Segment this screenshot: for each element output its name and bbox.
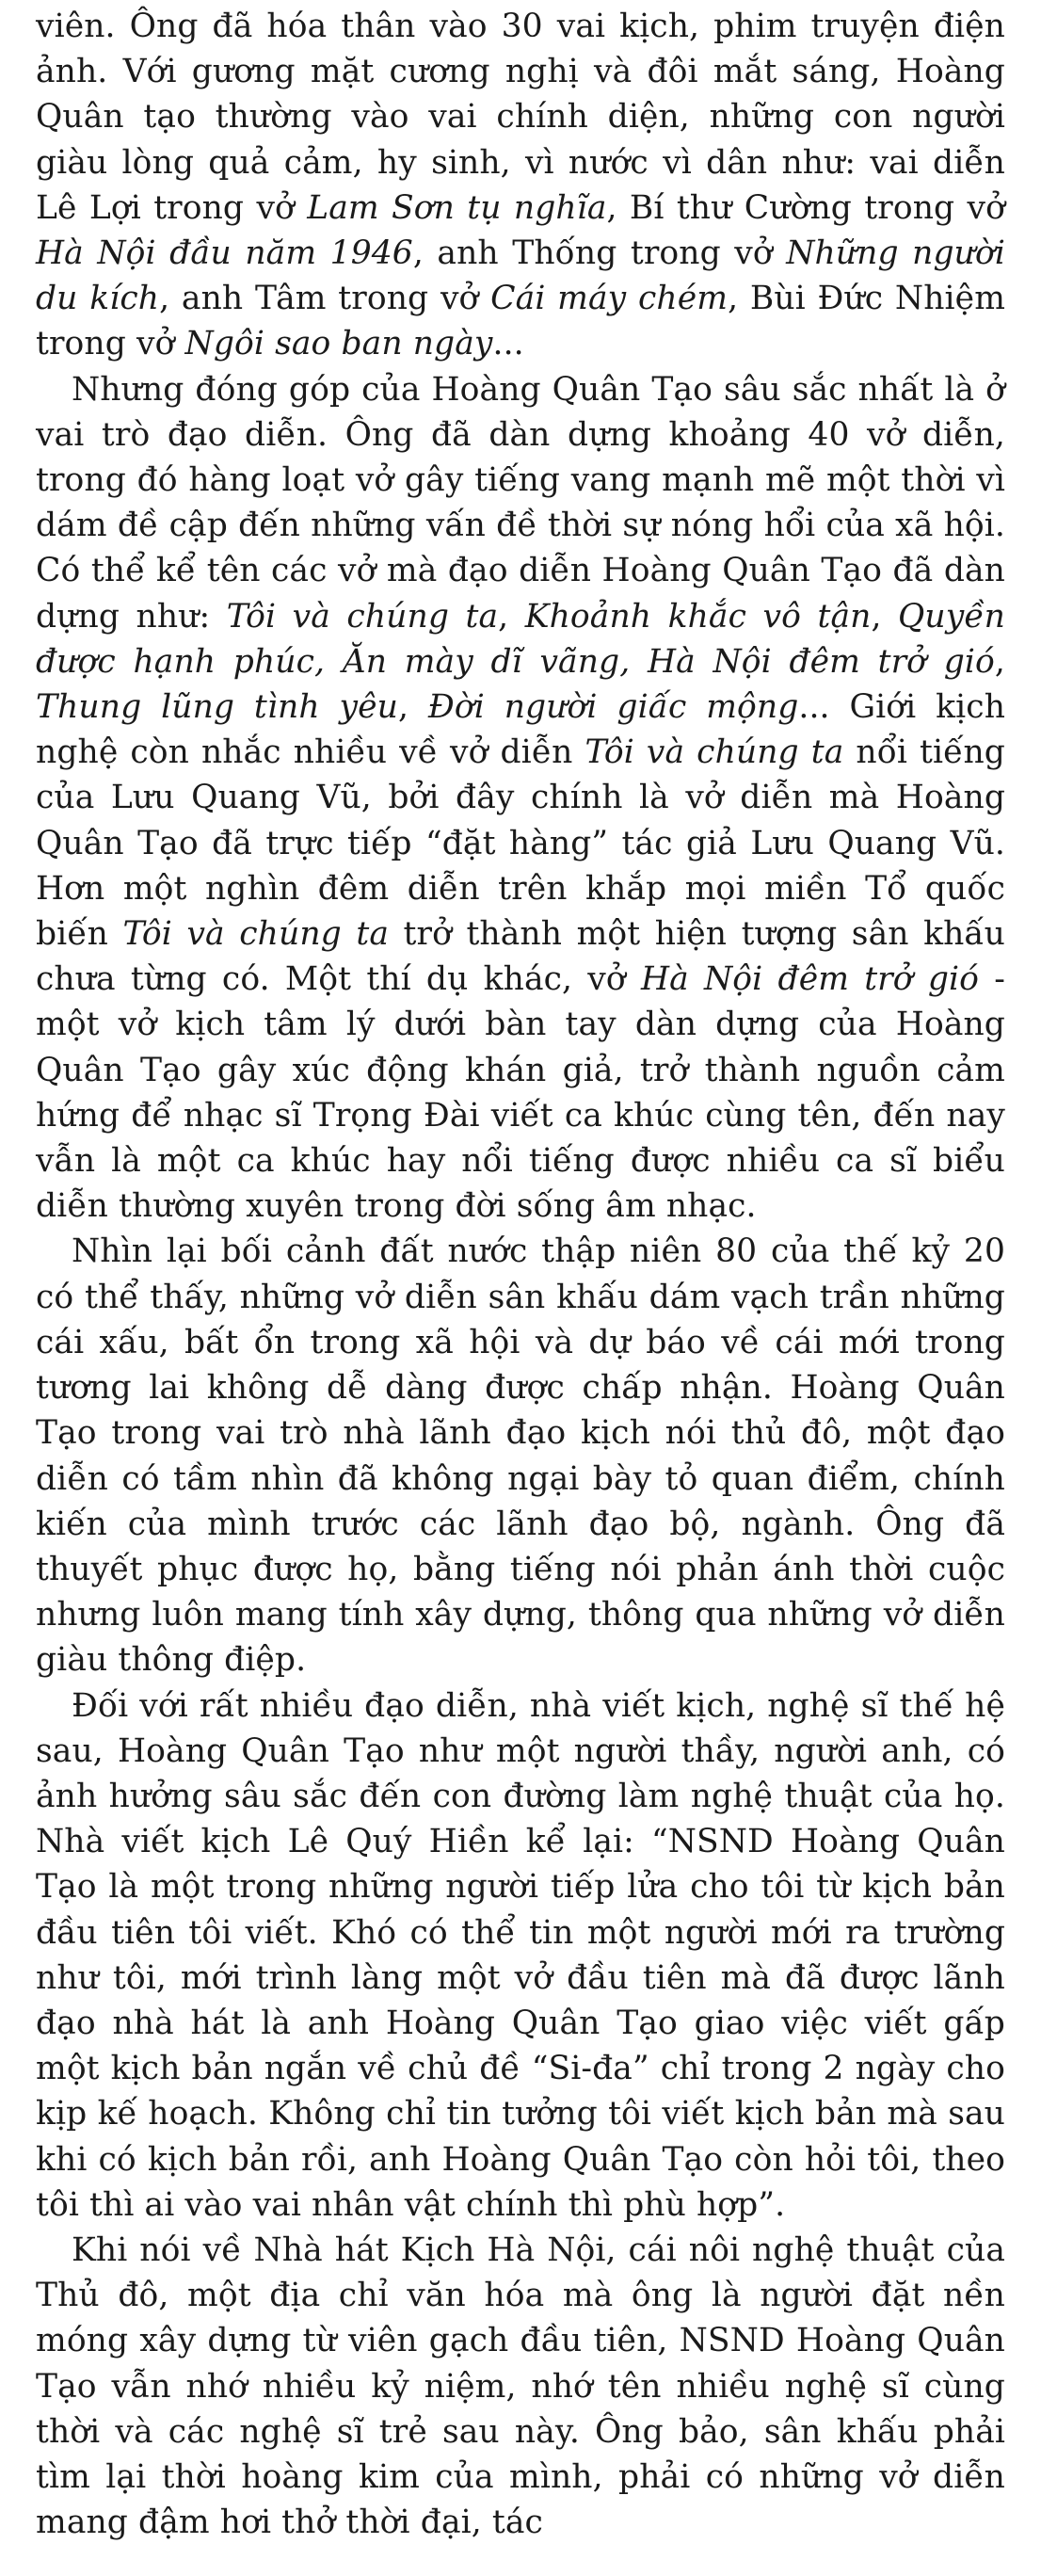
body-text: , anh Thống trong vở (412, 234, 787, 273)
paragraph-5 (36, 2228, 1005, 2545)
body-text: Nhìn lại bối cảnh đất nước thập niên 80 của thế kỷ 20 có thể thấy, những vở diễn sân khấu dám vạch trần những cái xấu, bất ổn trong xã hội và dự báo về cái mới trong tương lai không dễ dàng được chấp nhận. Hoàng Quân Tạo trong vai trò nhà lãnh đạo kịch nói thủ đô, một đạo diễn có tầm nhìn đã không ngại bày tỏ quan điểm, chính kiến của mình trước các lãnh đạo bộ, ngành. Ông đã thuyết phục được họ, bằng tiếng nói phản ánh thời cuộc nhưng luôn mang tính xây dựng, thông qua những vở diễn giàu thông điệp. (36, 1232, 1005, 1680)
body-text: , Bí thư Cường trong vở (606, 188, 1005, 227)
italic-title-text: Đời người giấc mộng (427, 688, 799, 727)
italic-title-text: Ngôi sao ban ngày (184, 325, 493, 363)
body-text: , (871, 597, 899, 636)
body-text: nổi tiếng của Lưu Quang Vũ, bởi đây chính là vở diễn mà Hoàng Quân Tạo đã trực tiếp “đặt hàng” tác giả Lưu Quang Vũ. Hơn một nghìn đêm diễn trên khắp mọi miền Tổ quốc biến (36, 733, 1005, 954)
body-text: , Bùi Đức Nhiệm trong vở (36, 280, 1006, 363)
italic-title-text: Thung lũng tình yêu (36, 688, 398, 727)
italic-title-text: Quyền được hạnh phúc, Ăn mày dĩ vãng, Hà Nội đêm trở gió (36, 597, 1005, 681)
body-text: trở thành một hiện tượng sân khấu chưa từng có. Một thí dụ khác, vở (36, 915, 1005, 999)
italic-title-text: Hà Nội đêm trở gió (640, 960, 980, 999)
body-text: - một vở kịch tâm lý dưới bàn tay dàn dựng của Hoàng Quân Tạo gây xúc động khán giả, trở thành nguồn cảm hứng để nhạc sĩ Trọng Đài viết ca khúc cùng tên, đến nay vẫn là một ca khúc hay nổi tiếng được nhiều ca sĩ biểu diễn thường xuyên trong đời sống âm nhạc. (36, 960, 1006, 1226)
body-text: Khi nói về Nhà hát Kịch Hà Nội, cái nôi nghệ thuật của Thủ đô, một địa chỉ văn hóa mà ông là người đặt nền móng xây dựng từ viên gạch đầu tiên, NSND Hoàng Quân Tạo vẫn nhớ nhiều kỷ niệm, nhớ tên nhiều nghệ sĩ cùng thời và các nghệ sĩ trẻ sau này. Ông bảo, sân khấu phải tìm lại thời hoàng kim của mình, phải có những vở diễn mang đậm hơi thở thời đại, tác (36, 2230, 1005, 2542)
italic-title-text: Lam Sơn tụ nghĩa (307, 188, 607, 227)
body-text: ... (492, 325, 524, 363)
paragraph-4 (36, 1683, 1005, 2228)
body-text: Đối với rất nhiều đạo diễn, nhà viết kịch, nghệ sĩ thế hệ sau, Hoàng Quân Tạo như một người thầy, người anh, có ảnh hưởng sâu sắc đến con đường làm nghệ thuật của họ. Nhà viết kịch Lê Quý Hiền kể lại: “NSND Hoàng Quân Tạo là một trong những người tiếp lửa cho tôi từ kịch bản đầu tiên tôi viết. Khó có thể tin một người mới ra trường như tôi, mới trình làng một vở đầu tiên mà đã được lãnh đạo nhà hát là anh Hoàng Quân Tạo giao việc viết gấp một kịch bản ngắn về chủ đề “Si-đa” chỉ trong 2 ngày cho kịp kế hoạch. Không chỉ tin tưởng tôi viết kịch bản mà sau khi có kịch bản rồi, anh Hoàng Quân Tạo còn hỏi tôi, theo tôi thì ai vào vai nhân vật chính thì phù hợp”. (36, 1686, 1005, 2224)
italic-title-text: Hà Nội đầu năm 1946 (36, 234, 413, 273)
body-text: , (397, 688, 428, 727)
body-text: ... Giới kịch nghệ còn nhắc nhiều về vở diễn (36, 688, 1006, 772)
body-text: , (498, 597, 525, 636)
italic-title-text: Cái máy chém (490, 280, 729, 318)
italic-title-text: Khoảnh khắc vô tận (524, 597, 872, 636)
paragraph-2 (36, 367, 1005, 1230)
italic-title-text: Tôi và chúng ta (585, 733, 844, 772)
paragraph-3 (36, 1229, 1005, 1682)
body-text: , (994, 642, 1005, 681)
body-text: viên. Ông đã hóa thân vào 30 vai kịch, phim truyện điện ảnh. Với gương mặt cương nghị và đôi mắt sáng, Hoàng Quân tạo thường vào vai chính diện, những con người giàu lòng quả cảm, hy sinh, vì nước vì dân như: vai diễn Lê Lợi trong vở (36, 8, 1005, 227)
body-text: Nhưng đóng góp của Hoàng Quân Tạo sâu sắc nhất là ở vai trò đạo diễn. Ông đã dàn dựng khoảng 40 vở diễn, trong đó hàng loạt vở gây tiếng vang mạnh mẽ một thời vì dám đề cập đến những vấn đề thời sự nóng hổi của xã hội. Có thể kể tên các vở mà đạo diễn Hoàng Quân Tạo đã dàn dựng như: (36, 370, 1005, 636)
document-page (36, 4, 1005, 2545)
body-text: , anh Tâm trong vở (159, 280, 491, 318)
italic-title-text: Tôi và chúng ta (122, 915, 389, 954)
italic-title-text: Tôi và chúng ta (226, 597, 499, 636)
italic-title-text: Những người du kích (36, 234, 1006, 318)
paragraph-1 (36, 4, 1005, 367)
